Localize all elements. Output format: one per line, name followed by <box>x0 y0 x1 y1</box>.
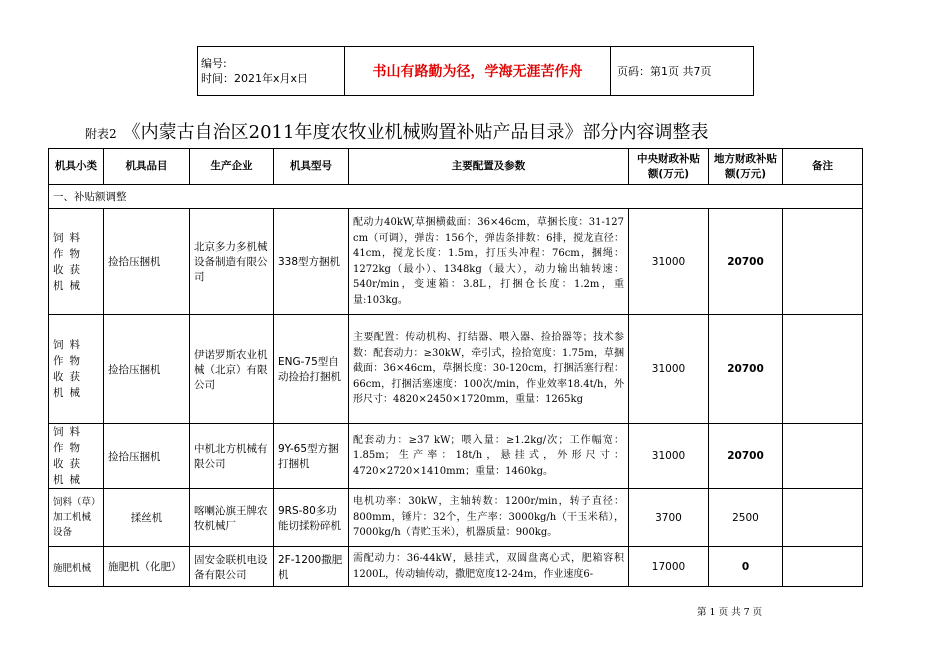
cell-note <box>783 547 863 587</box>
cell-item: 捡拾压捆机 <box>104 315 190 424</box>
cell-local: 0 <box>709 547 783 587</box>
section-title: 一、补贴额调整 <box>49 185 863 209</box>
cell-item: 揉丝机 <box>104 489 190 547</box>
cell-model: ENG-75型自动捡拾打捆机 <box>274 315 349 424</box>
cell-item: 捡拾压捆机 <box>104 209 190 315</box>
cell-model: 338型方捆机 <box>274 209 349 315</box>
table-row <box>49 547 863 587</box>
cell-note <box>783 424 863 489</box>
cell-category: 饲料作物收获机械 <box>49 315 104 424</box>
section-row <box>49 185 863 209</box>
col-header: 主要配置及参数 <box>349 149 629 185</box>
cell-local: 20700 <box>709 209 783 315</box>
cell-params: 电机功率：30kW，主轴转数：1200r/min，转子直径：800mm，锤片：32个，生产率：3000kg/h（干玉米秸），7000kg/h（青贮玉米），机器质量：900kg。 <box>349 489 629 547</box>
cell-note <box>783 315 863 424</box>
title-prefix: 附表2 <box>85 127 117 141</box>
table-header-row <box>49 149 863 185</box>
cell-category: 施肥机械 <box>49 547 104 587</box>
header-motto: 书山有路勤为径，学海无涯苦作舟 <box>345 47 611 96</box>
cell-maker: 伊诺罗斯农业机械（北京）有限公司 <box>190 315 274 424</box>
table-row <box>49 489 863 547</box>
col-header: 机具型号 <box>274 149 349 185</box>
cell-params: 配动力40kW,草捆横截面：36×46cm，草捆长度：31-127 cm（可调），弹齿：156个，弹齿条排数：6排，搅龙直径：41cm，搅龙长度：1.5m，打压头冲程：76cm，捆绳：1272kg（最小）、1348kg（最大），动力输出轴转速：540r/min，变速箱：3.8L，打捆仓长度：1.2m，重量:103kg。 <box>349 209 629 315</box>
cell-maker: 固安金联机电设备有限公司 <box>190 547 274 587</box>
col-header: 机具小类 <box>49 149 104 185</box>
cell-local: 20700 <box>709 424 783 489</box>
cell-central: 31000 <box>629 209 709 315</box>
cell-central: 31000 <box>629 315 709 424</box>
cell-category: 饲料作物收获机械 <box>49 424 104 489</box>
cell-note <box>783 209 863 315</box>
cell-item: 施肥机（化肥） <box>104 547 190 587</box>
col-header: 地方财政补贴额(万元) <box>709 149 783 185</box>
time-label: 时间：2021年x月x日 <box>201 72 309 85</box>
cell-model: 2F-1200撒肥机 <box>274 547 349 587</box>
cell-model: 9Y-65型方捆打捆机 <box>274 424 349 489</box>
adjustment-table <box>48 148 863 587</box>
cell-model: 9RS-80多功能切揉粉碎机 <box>274 489 349 547</box>
page-footer: 第 1 页 共 7 页 <box>697 607 763 618</box>
cell-maker: 喀喇沁旗王牌农牧机械厂 <box>190 489 274 547</box>
header-number-time <box>198 47 345 96</box>
cell-local: 20700 <box>709 315 783 424</box>
cell-category: 饲料（草）加工机械设备 <box>49 489 104 547</box>
document-header <box>197 46 754 96</box>
cell-params: 配套动力：≥37 kW；喂入量：≥1.2kg/次；工作幅宽：1.85m；生产率：18t/h，悬挂式，外形尺寸：4720×2720×1410mm；重量：1460kg。 <box>349 424 629 489</box>
cell-central: 17000 <box>629 547 709 587</box>
cell-local: 2500 <box>709 489 783 547</box>
header-page-label: 页码：第1页 共7页 <box>611 47 754 96</box>
cell-central: 31000 <box>629 424 709 489</box>
title-text: 《内蒙古自治区2011年度农牧业机械购置补贴产品目录》部分内容调整表 <box>122 122 709 143</box>
table-row <box>49 424 863 489</box>
cell-central: 3700 <box>629 489 709 547</box>
col-header: 机具品目 <box>104 149 190 185</box>
page-title <box>85 118 885 144</box>
number-label: 编号: <box>201 57 227 70</box>
cell-maker: 北京多力多机械设备制造有限公司 <box>190 209 274 315</box>
cell-category: 饲料作物收获机械 <box>49 209 104 315</box>
cell-note <box>783 489 863 547</box>
cell-maker: 中机北方机械有限公司 <box>190 424 274 489</box>
table-row <box>49 209 863 315</box>
cell-item: 捡拾压捆机 <box>104 424 190 489</box>
cell-params: 需配动力：36-44kW，悬挂式，双圆盘离心式，肥箱容积1200L，传动轴传动，撒肥宽度12-24m，作业速度6- <box>349 547 629 587</box>
col-header: 生产企业 <box>190 149 274 185</box>
col-header: 备注 <box>783 149 863 185</box>
cell-params: 主要配置：传动机构、打结器、喂入器、捡拾器等；技术参数：配套动力：≥30kW，牵引式，捡拾宽度：1.75m，草捆截面：36×46cm，草捆长度：30-120cm，打捆活塞行程：66cm，打捆活塞速度：100次/min，作业效率18.4t/h，外形尺寸：4820×2450×1720mm，重量：1265kg <box>349 315 629 424</box>
col-header: 中央财政补贴额(万元) <box>629 149 709 185</box>
table-row <box>49 315 863 424</box>
